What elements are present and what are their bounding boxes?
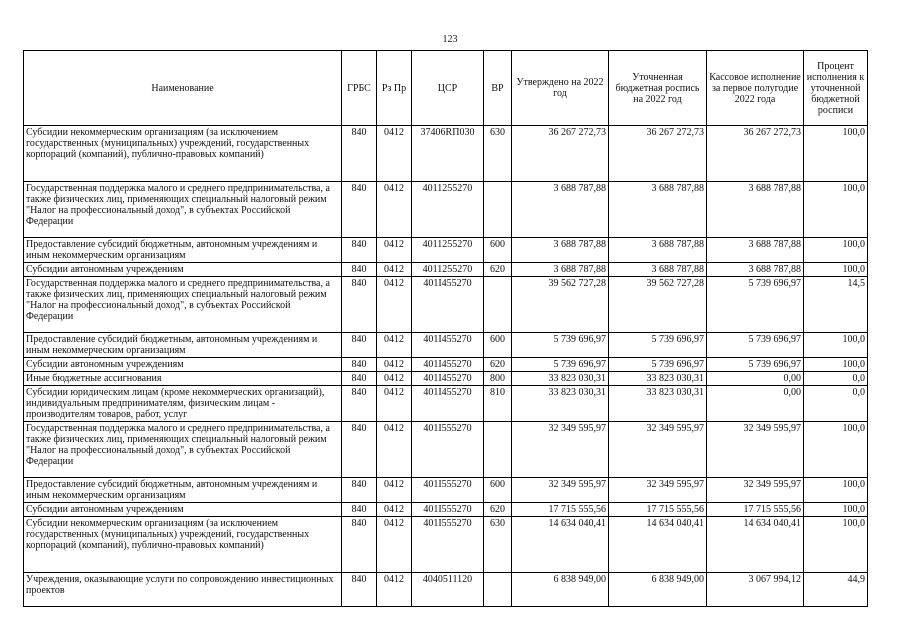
cell-refined: 5 739 696,97: [609, 333, 707, 358]
cell-refined: 32 349 595,97: [609, 422, 707, 478]
cell-name: Предоставление субсидий бюджетным, автономным учреждениям и иным некоммерческим организациям: [24, 478, 342, 503]
cell-percent: 100,0: [804, 333, 868, 358]
cell-rzpr: 0412: [377, 573, 412, 607]
cell-percent: 100,0: [804, 182, 868, 238]
cell-name: Государственная поддержка малого и среднего предпринимательства, а также физических лиц, применяющих специальный налоговый режим "Налог на профессиональный доход", в субъектах Российской Федерации: [24, 277, 342, 333]
cell-approved: 3 688 787,88: [512, 238, 609, 263]
cell-grbs: 840: [342, 372, 377, 386]
table-row: [24, 372, 868, 386]
cell-grbs: 840: [342, 422, 377, 478]
header-refined: Уточненная бюджетная роспись на 2022 год: [609, 51, 707, 126]
cell-name: Субсидии автономным учреждениям: [24, 263, 342, 277]
header-executed: Кассовое исполнение за первое полугодие 2022 года: [707, 51, 804, 126]
cell-csr: 4011255270: [412, 238, 484, 263]
cell-grbs: 840: [342, 478, 377, 503]
cell-name: Субсидии автономным учреждениям: [24, 358, 342, 372]
table-row: [24, 358, 868, 372]
cell-csr: 401I455270: [412, 372, 484, 386]
cell-executed: 36 267 272,73: [707, 126, 804, 182]
cell-name: Субсидии некоммерческим организациям (за исключением государственных (муниципальных) учреждений, государственных корпораций (компаний), публично-правовых компаний): [24, 126, 342, 182]
cell-grbs: 840: [342, 238, 377, 263]
cell-refined: 36 267 272,73: [609, 126, 707, 182]
cell-approved: 3 688 787,88: [512, 263, 609, 277]
cell-percent: 0,0: [804, 372, 868, 386]
cell-grbs: 840: [342, 277, 377, 333]
cell-approved: 39 562 727,28: [512, 277, 609, 333]
cell-name: Субсидии автономным учреждениям: [24, 503, 342, 517]
cell-name: Иные бюджетные ассигнования: [24, 372, 342, 386]
table-row: [24, 517, 868, 573]
table-row: [24, 478, 868, 503]
cell-refined: 3 688 787,88: [609, 182, 707, 238]
cell-refined: 32 349 595,97: [609, 478, 707, 503]
cell-grbs: 840: [342, 573, 377, 607]
cell-grbs: 840: [342, 333, 377, 358]
table-header-row: [24, 51, 868, 126]
cell-rzpr: 0412: [377, 263, 412, 277]
table-row: [24, 263, 868, 277]
cell-vr: 620: [484, 263, 512, 277]
header-csr: ЦСР: [412, 51, 484, 126]
cell-csr: 401I555270: [412, 478, 484, 503]
cell-csr: 401I455270: [412, 358, 484, 372]
cell-vr: 620: [484, 503, 512, 517]
cell-vr: [484, 277, 512, 333]
cell-rzpr: 0412: [377, 333, 412, 358]
cell-percent: 100,0: [804, 517, 868, 573]
cell-executed: 5 739 696,97: [707, 277, 804, 333]
cell-name: Субсидии некоммерческим организациям (за исключением государственных (муниципальных) учреждений, государственных корпораций (компаний), публично-правовых компаний): [24, 517, 342, 573]
cell-grbs: 840: [342, 358, 377, 372]
cell-executed: 32 349 595,97: [707, 478, 804, 503]
cell-approved: 33 823 030,31: [512, 372, 609, 386]
cell-executed: 3 688 787,88: [707, 182, 804, 238]
cell-name: Государственная поддержка малого и среднего предпринимательства, а также физических лиц, применяющих специальный налоговый режим "Налог на профессиональный доход", в субъектах Российской Федерации: [24, 182, 342, 238]
cell-percent: 100,0: [804, 503, 868, 517]
cell-approved: 33 823 030,31: [512, 386, 609, 422]
cell-approved: 14 634 040,41: [512, 517, 609, 573]
cell-refined: 33 823 030,31: [609, 372, 707, 386]
cell-rzpr: 0412: [377, 422, 412, 478]
cell-approved: 5 739 696,97: [512, 333, 609, 358]
cell-executed: 3 688 787,88: [707, 238, 804, 263]
cell-csr: 401I455270: [412, 277, 484, 333]
cell-grbs: 840: [342, 503, 377, 517]
cell-percent: 100,0: [804, 478, 868, 503]
cell-name: Предоставление субсидий бюджетным, автономным учреждениям и иным некоммерческим организациям: [24, 238, 342, 263]
cell-rzpr: 0412: [377, 358, 412, 372]
cell-rzpr: 0412: [377, 478, 412, 503]
cell-rzpr: 0412: [377, 126, 412, 182]
header-grbs: ГРБС: [342, 51, 377, 126]
table-row: [24, 422, 868, 478]
cell-vr: 600: [484, 478, 512, 503]
header-rzpr: Рз Пр: [377, 51, 412, 126]
header-name: Наименование: [24, 51, 342, 126]
cell-csr: 401I555270: [412, 517, 484, 573]
cell-executed: 0,00: [707, 372, 804, 386]
cell-percent: 100,0: [804, 263, 868, 277]
cell-executed: 5 739 696,97: [707, 333, 804, 358]
cell-executed: 17 715 555,56: [707, 503, 804, 517]
budget-execution-table: [23, 50, 868, 607]
cell-approved: 32 349 595,97: [512, 478, 609, 503]
cell-rzpr: 0412: [377, 182, 412, 238]
table-row: [24, 126, 868, 182]
cell-name: Учреждения, оказывающие услуги по сопровождению инвестиционных проектов: [24, 573, 342, 607]
cell-approved: 32 349 595,97: [512, 422, 609, 478]
cell-csr: 401I455270: [412, 333, 484, 358]
cell-vr: 800: [484, 372, 512, 386]
cell-percent: 0,0: [804, 386, 868, 422]
header-vr: ВР: [484, 51, 512, 126]
cell-refined: 14 634 040,41: [609, 517, 707, 573]
cell-refined: 17 715 555,56: [609, 503, 707, 517]
cell-csr: 4040511120: [412, 573, 484, 607]
cell-csr: 401I555270: [412, 503, 484, 517]
cell-executed: 3 688 787,88: [707, 263, 804, 277]
table-row: [24, 182, 868, 238]
header-percent: Процент исполнения к уточненной бюджетной росписи: [804, 51, 868, 126]
cell-refined: 3 688 787,88: [609, 238, 707, 263]
cell-vr: 630: [484, 517, 512, 573]
cell-csr: 401I555270: [412, 422, 484, 478]
cell-grbs: 840: [342, 517, 377, 573]
cell-grbs: 840: [342, 386, 377, 422]
cell-approved: 6 838 949,00: [512, 573, 609, 607]
cell-csr: 4011255270: [412, 182, 484, 238]
cell-approved: 3 688 787,88: [512, 182, 609, 238]
cell-rzpr: 0412: [377, 517, 412, 573]
cell-grbs: 840: [342, 263, 377, 277]
table-row: [24, 386, 868, 422]
cell-executed: 5 739 696,97: [707, 358, 804, 372]
cell-approved: 17 715 555,56: [512, 503, 609, 517]
cell-grbs: 840: [342, 182, 377, 238]
table-row: [24, 573, 868, 607]
cell-vr: 810: [484, 386, 512, 422]
table-row: [24, 277, 868, 333]
cell-percent: 100,0: [804, 126, 868, 182]
cell-percent: 14,5: [804, 277, 868, 333]
cell-grbs: 840: [342, 126, 377, 182]
cell-csr: 37406RП030: [412, 126, 484, 182]
table-row: [24, 333, 868, 358]
cell-approved: 5 739 696,97: [512, 358, 609, 372]
cell-rzpr: 0412: [377, 386, 412, 422]
cell-vr: [484, 422, 512, 478]
cell-rzpr: 0412: [377, 277, 412, 333]
cell-rzpr: 0412: [377, 238, 412, 263]
cell-vr: 600: [484, 238, 512, 263]
cell-csr: 4011255270: [412, 263, 484, 277]
cell-rzpr: 0412: [377, 372, 412, 386]
cell-name: Предоставление субсидий бюджетным, автономным учреждениям и иным некоммерческим организациям: [24, 333, 342, 358]
cell-percent: 100,0: [804, 422, 868, 478]
cell-csr: 401I455270: [412, 386, 484, 422]
cell-vr: 600: [484, 333, 512, 358]
cell-name: Субсидии юридическим лицам (кроме некоммерческих организаций), индивидуальным предпринимателям, физическим лицам - производителям товаров, работ, услуг: [24, 386, 342, 422]
page-number: 123: [442, 34, 458, 45]
cell-executed: 14 634 040,41: [707, 517, 804, 573]
cell-refined: 39 562 727,28: [609, 277, 707, 333]
cell-approved: 36 267 272,73: [512, 126, 609, 182]
cell-refined: 6 838 949,00: [609, 573, 707, 607]
cell-refined: 3 688 787,88: [609, 263, 707, 277]
cell-vr: 620: [484, 358, 512, 372]
cell-percent: 44,9: [804, 573, 868, 607]
cell-percent: 100,0: [804, 358, 868, 372]
cell-executed: 32 349 595,97: [707, 422, 804, 478]
cell-vr: [484, 182, 512, 238]
cell-rzpr: 0412: [377, 503, 412, 517]
cell-vr: [484, 573, 512, 607]
cell-vr: 630: [484, 126, 512, 182]
header-approved: Утверждено на 2022 год: [512, 51, 609, 126]
cell-refined: 33 823 030,31: [609, 386, 707, 422]
cell-refined: 5 739 696,97: [609, 358, 707, 372]
cell-executed: 3 067 994,12: [707, 573, 804, 607]
cell-executed: 0,00: [707, 386, 804, 422]
table-row: [24, 238, 868, 263]
table-row: [24, 503, 868, 517]
cell-name: Государственная поддержка малого и среднего предпринимательства, а также физических лиц, применяющих специальный налоговый режим "Налог на профессиональный доход", в субъектах Российской Федерации: [24, 422, 342, 478]
cell-percent: 100,0: [804, 238, 868, 263]
